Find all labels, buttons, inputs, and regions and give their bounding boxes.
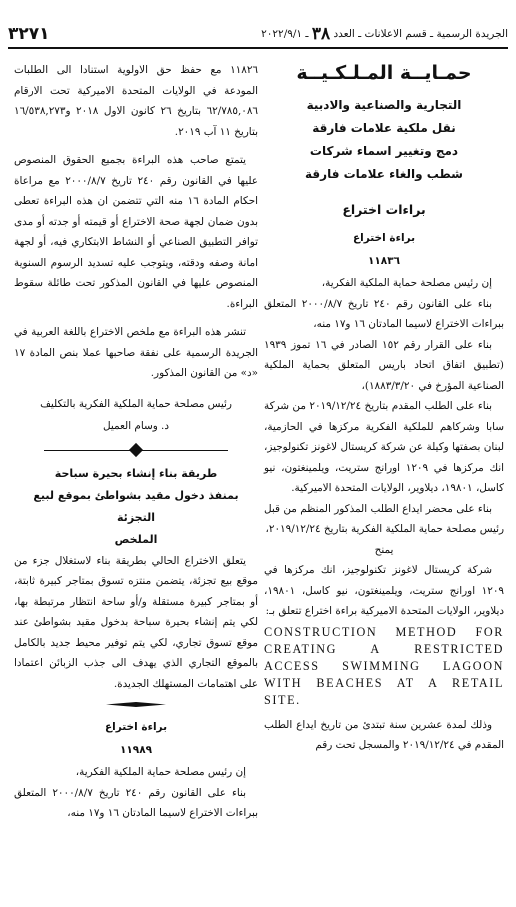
summary-heading: الملخص — [114, 532, 158, 546]
law-paragraph: بناء على القانون رقم ٢٤٠ تاريخ ٢٠٠٠/٨/٧ المتعلق ببراءات الاختراع لاسيما المادتان ١٦ و١٧ منه، — [264, 297, 504, 330]
left-column — [14, 60, 258, 824]
page-number: ٣٢٧١ — [8, 24, 50, 44]
invention-english-title: CONSTRUCTION METHOD FOR CREATING A RESTRICTED ACCESS SWIMMING LAGOON WITH BEACHES AT A RETAIL SITE. — [264, 624, 504, 707]
publication-paragraph: تنشر هذه البراءة مع ملخص الاختراع باللغة العربية في الجريدة الرسمية على نفقة صاحبها عملا بنص المادة ١٧ «د» من القانون المذكور. — [14, 326, 258, 379]
rights-paragraph: يتمتع صاحب هذه البراءة بجميع الحقوق المنصوص عليها في القانون رقم ٢٤٠ تاريخ ٢٠٠٠/٨/٧ مع مراعاة احكام المادة ١٦ منه التي تتضمن ان هذه البراءة تعطى بدون ضمان لجهة صحة الاختراع أو قيمته أو جدته أو مدى توافر التطبيق الصناعي أو النشاط الابتكاري فيه، أو لجهة امانة وصفه ودقته، ويتوجب عليه تسديد الرسوم السنوية المنصوص عليها في القانون المذكور تحت طائلة سقوط البراءة. — [14, 154, 258, 310]
signature-title: رئيس مصلحة حماية الملكية الفكرية بالتكليف — [40, 397, 232, 410]
duration-paragraph: وذلك لمدة عشرين سنة تبتدئ من تاريخ ايداع الطلب المقدم في ٢٠١٩/١٢/٢٤ والمسجل تحت رقم — [264, 718, 504, 751]
summary-paragraph: يتعلق الاختراع الحالي بطريقة بناء لاستغلال جزء من موقع بيع تجزئة، يتضمن منتزه تسوق بمتاجر كبيرة ثابتة، أو بمتاجر كبيرة مستقلة و/أو ساحة انتظار مرتبطة بها، لكي يتم إنشاء بحيرة سباحة بدخول مقيد بشواطئ عند موقع تسوق تجاري، لكي يتم توفير محيط جديد بالكامل بالموقع التجاري الذي يهدف الى جذب الزبائن اعتمادا على اهتمامات المستهلك الجديدة. — [14, 554, 258, 690]
header-issue: ٣٨ — [311, 24, 331, 44]
grant-paragraph: شركة كريستال لاغونز تكنولوجيز، انك مركزها في ١٢٠٩ اورانج ستريت، ويلمينغتون، نيو كاسل، ١٩٨٠١، ديلاوير، الولايات المتحدة الاميركية براءة اختراع تتعلق بـ: — [264, 564, 504, 617]
subtitle-2: نقل ملكية علامات فارقة — [312, 121, 456, 135]
decides-label: يمنح — [374, 543, 394, 556]
intro-paragraph-2: إن رئيس مصلحة حماية الملكية الفكرية، — [75, 766, 246, 778]
priority-paragraph: ١١٨٢٦ مع حفظ حق الاولوية استنادا الى الطلبات المودعة في الولايات المتحدة الاميركية تحت الارقام ٦٢/٧٨٥,٠٨٦ بتاريخ ٢٦ كانون الاول ٢٠١٨ و١٦/٥٣٨,٢٧٣ بتاريخ ١١ آب ٢٠١٩. — [14, 64, 259, 138]
ornament-divider — [14, 698, 258, 710]
patent-number: ١١٨٣٦ — [367, 255, 401, 267]
patent-heading-2: براءة اختراع — [104, 721, 168, 733]
patent-number-2: ١١٩٨٩ — [119, 744, 153, 756]
subtitle-1: التجارية والصناعية والادبية — [306, 98, 462, 112]
header-rule — [8, 47, 508, 49]
right-column — [264, 60, 504, 756]
subtitle-3: دمج وتغيير اسماء شركات — [309, 144, 459, 158]
decree-paragraph: بناء على القرار رقم ١٥٢ الصادر في ١٦ تموز ١٩٣٩ (تطبيق اتفاق اتحاد باريس المتعلق بحماية الملكية الصناعية المؤرخ في ١٨٨٣/٣/٢٠)، — [264, 338, 504, 392]
law-paragraph-2: بناء على القانون رقم ٢٤٠ تاريخ ٢٠٠٠/٨/٧ المتعلق ببراءات الاختراع لاسيما المادتان ١٦ و١٧ منه، — [14, 786, 258, 819]
main-title: حمـايــة المـلـكـيــة — [296, 62, 472, 84]
signature-name: د. وسام العميل — [103, 420, 169, 432]
patent-heading: براءة اختراع — [352, 232, 416, 244]
header-date: ـ ٢٠٢٢/٩/١ — [261, 28, 309, 40]
filing-paragraph: بناء على محضر ايداع الطلب المذكور المنظم من قبل رئيس مصلحة حماية الملكية الفكرية بتاريخ ٢٠١٩/١٢/٢٤، — [264, 502, 504, 535]
page-header — [8, 24, 508, 46]
invention-title-line-2: بمنفذ دخول مقيد بشواطئ بموقع لبيع التجزئة — [33, 488, 239, 524]
intro-paragraph: إن رئيس مصلحة حماية الملكية الفكرية، — [321, 277, 492, 289]
section-divider — [14, 443, 258, 457]
subtitle-4: شطب والغاء علامات فارقة — [305, 167, 463, 181]
section-title: براءات اختراع — [342, 202, 426, 217]
application-paragraph: بناء على الطلب المقدم بتاريخ ٢٠١٩/١٢/٢٤ من شركة سابا وشركاهم للملكية الفكرية مركزها في الحازمية، لبنان بصفتها وكيلة عن شركة كريستال لاغونز تكنولوجيز، انك مركزها في ١٢٠٩ اورانج ستريت، ويلمينغتون، نيو كاسل، ١٩٨٠١، ديلاوير، الولايات المتحدة الاميركية. — [264, 400, 504, 494]
invention-title-line-1: طريقة بناء إنشاء بحيرة سباحة — [54, 466, 218, 480]
header-gazette: الجريدة الرسمية ـ قسم الاعلانات ـ العدد — [333, 28, 508, 40]
header-title — [261, 24, 508, 44]
